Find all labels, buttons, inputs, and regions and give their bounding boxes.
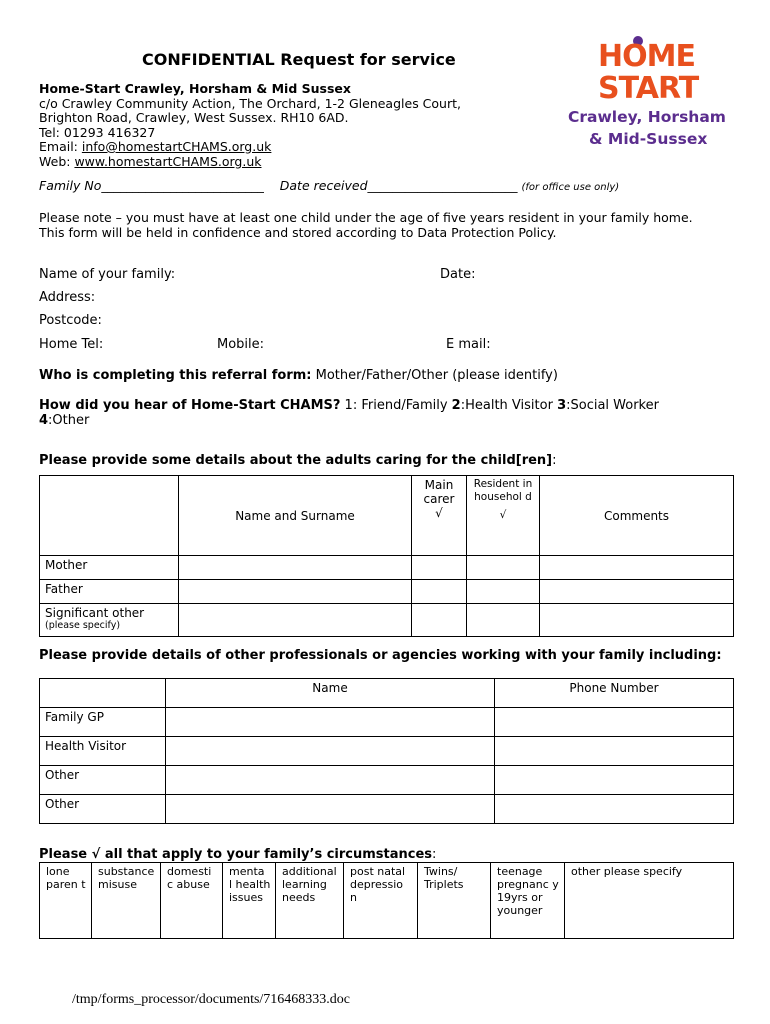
circumstance-additional-learning[interactable]: additional learning needs: [276, 863, 344, 939]
adult-row-significant-other: [40, 604, 734, 637]
email-link[interactable]: info@homestartCHAMS.org.uk: [81, 139, 272, 154]
significant-other-main-carer-cell[interactable]: [412, 604, 467, 637]
circumstance-substance-misuse[interactable]: substance misuse: [92, 863, 161, 939]
referrer-options[interactable]: Mother/Father/Other (please identify): [311, 368, 558, 383]
adults-table: [39, 475, 734, 637]
logo-line-1: Crawley, Horsham: [568, 108, 726, 126]
family-name-field[interactable]: Name of your family:: [39, 267, 176, 282]
other-2-name-cell[interactable]: [166, 795, 495, 824]
home-start-logo: [565, 34, 740, 154]
professional-row-other-1: [40, 766, 734, 795]
circumstances-table: [39, 862, 734, 939]
other-1-phone-cell[interactable]: [495, 766, 734, 795]
circumstance-twins-triplets[interactable]: Twins/ Triplets: [418, 863, 491, 939]
adult-row-mother: [40, 556, 734, 580]
circumstances-heading-colon: :: [432, 847, 437, 862]
circumstance-lone-parent[interactable]: lone paren t: [40, 863, 92, 939]
row-label-mother: Mother: [40, 556, 179, 580]
circumstance-mental-health[interactable]: menta l health issues: [223, 863, 276, 939]
home-tel-field[interactable]: Home Tel:: [39, 337, 104, 352]
professionals-table: [39, 678, 734, 824]
header-comments: Comments: [540, 476, 734, 556]
document-path-footer: /tmp/forms_processor/documents/716468333.doc: [72, 992, 351, 1007]
significant-other-name-cell[interactable]: [179, 604, 412, 637]
email-field[interactable]: E mail:: [446, 337, 491, 352]
date-received-field[interactable]: Date received________________________: [279, 178, 518, 193]
form-title: CONFIDENTIAL Request for service: [142, 50, 456, 69]
option-1-number: 1: [340, 398, 353, 413]
office-use-note: (for office use only): [521, 182, 620, 193]
header-main-carer: [412, 476, 467, 556]
referrer-question: [39, 368, 558, 383]
organisation-details: [39, 82, 461, 169]
web-link[interactable]: www.homestartCHAMS.org.uk: [74, 153, 262, 169]
adults-heading-text: Please provide some details about the adults caring for the child[ren]: [39, 453, 553, 468]
mobile-field[interactable]: Mobile:: [217, 337, 265, 352]
adults-heading: [39, 453, 557, 468]
circumstance-post-natal-depression[interactable]: post natal depressio n: [344, 863, 418, 939]
option-4-number: 4: [39, 413, 49, 428]
email-label: Email:: [39, 139, 82, 154]
option-friend-family[interactable]: : Friend/Family: [352, 398, 452, 413]
row-label-other-2: Other: [40, 795, 166, 824]
referrer-label: Who is completing this referral form:: [39, 368, 312, 383]
circumstance-teenage-pregnancy[interactable]: teenage pregnanc y 19yrs or younger: [491, 863, 565, 939]
other-1-name-cell[interactable]: [166, 766, 495, 795]
logo-word-home: HOME: [598, 39, 695, 74]
professional-row-gp: [40, 708, 734, 737]
row-label-father: Father: [40, 580, 179, 604]
main-carer-label: Main carer: [423, 478, 455, 506]
gp-name-cell[interactable]: [166, 708, 495, 737]
email-line: [39, 140, 461, 155]
adult-row-father: [40, 580, 734, 604]
header-phone-number: Phone Number: [495, 679, 734, 708]
mother-resident-cell[interactable]: [467, 556, 540, 580]
option-social-worker[interactable]: :Social Worker: [566, 398, 659, 413]
father-resident-cell[interactable]: [467, 580, 540, 604]
address-line-2: Brighton Road, Crawley, West Sussex. RH10 6AD.: [39, 110, 349, 125]
option-health-visitor[interactable]: :Health Visitor: [460, 398, 558, 413]
form-notes: [39, 210, 719, 240]
note-line-2: This form will be held in confidence and stored according to Data Protection Policy.: [39, 225, 557, 240]
header-name: Name: [166, 679, 495, 708]
adults-header-row: [40, 476, 734, 556]
circumstances-row: [40, 863, 734, 939]
telephone: Tel: 01293 416327: [39, 124, 156, 140]
web-label: Web:: [39, 153, 75, 169]
option-3-number: 3: [557, 398, 567, 413]
tick-icon: √: [435, 506, 443, 520]
date-field[interactable]: Date:: [440, 267, 476, 282]
father-main-carer-cell[interactable]: [412, 580, 467, 604]
address-field[interactable]: Address:: [39, 290, 96, 305]
health-visitor-name-cell[interactable]: [166, 737, 495, 766]
row-label-family-gp: Family GP: [40, 708, 166, 737]
other-2-phone-cell[interactable]: [495, 795, 734, 824]
adults-heading-colon: :: [552, 453, 557, 468]
father-comments-cell[interactable]: [540, 580, 734, 604]
mother-comments-cell[interactable]: [540, 556, 734, 580]
option-other[interactable]: :Other: [48, 413, 90, 428]
mother-main-carer-cell[interactable]: [412, 556, 467, 580]
circumstance-domestic-abuse[interactable]: domesti c abuse: [161, 863, 223, 939]
gp-phone-cell[interactable]: [495, 708, 734, 737]
professionals-heading: Please provide details of other professionals or agencies working with your family including:: [39, 648, 722, 663]
professionals-header-blank: [40, 679, 166, 708]
row-label-significant-other: [40, 604, 179, 637]
health-visitor-phone-cell[interactable]: [495, 737, 734, 766]
significant-other-label: Significant other: [45, 606, 145, 620]
web-line: [39, 155, 461, 170]
row-label-other-1: Other: [40, 766, 166, 795]
father-name-cell[interactable]: [179, 580, 412, 604]
address-line-1: c/o Crawley Community Action, The Orchard, 1-2 Gleneagles Court,: [39, 95, 461, 111]
note-line-1: Please note – you must have at least one child under the age of five years resident in your family home.: [39, 210, 693, 225]
mother-name-cell[interactable]: [179, 556, 412, 580]
family-no-field[interactable]: Family No__________________________: [39, 178, 264, 193]
circumstances-heading: [39, 847, 436, 862]
resident-label: Resident in househol d: [473, 478, 533, 503]
hear-about-label: How did you hear of Home-Start CHAMS?: [39, 398, 341, 413]
professionals-header-row: [40, 679, 734, 708]
row-label-health-visitor: Health Visitor: [40, 737, 166, 766]
header-resident: [467, 476, 540, 556]
circumstance-other-specify[interactable]: other please specify: [565, 863, 734, 939]
significant-other-resident-cell[interactable]: [467, 604, 540, 637]
professional-row-health-visitor: [40, 737, 734, 766]
logo-word-start: START: [598, 71, 699, 106]
circumstances-heading-text: Please √ all that apply to your family’s circumstances: [39, 847, 433, 862]
hear-about-question: [39, 398, 729, 428]
adults-header-blank: [40, 476, 179, 556]
significant-other-comments-cell[interactable]: [540, 604, 734, 637]
logo-line-2: & Mid-Sussex: [589, 130, 708, 148]
option-2-number: 2: [451, 398, 461, 413]
header-name-surname: Name and Surname: [179, 476, 412, 556]
postcode-field[interactable]: Postcode:: [39, 313, 102, 328]
tick-icon: √: [499, 509, 507, 521]
organisation-name: Home-Start Crawley, Horsham & Mid Sussex: [39, 81, 351, 96]
please-specify-note: (please specify): [45, 620, 121, 631]
professional-row-other-2: [40, 795, 734, 824]
office-use-row: [39, 178, 619, 193]
